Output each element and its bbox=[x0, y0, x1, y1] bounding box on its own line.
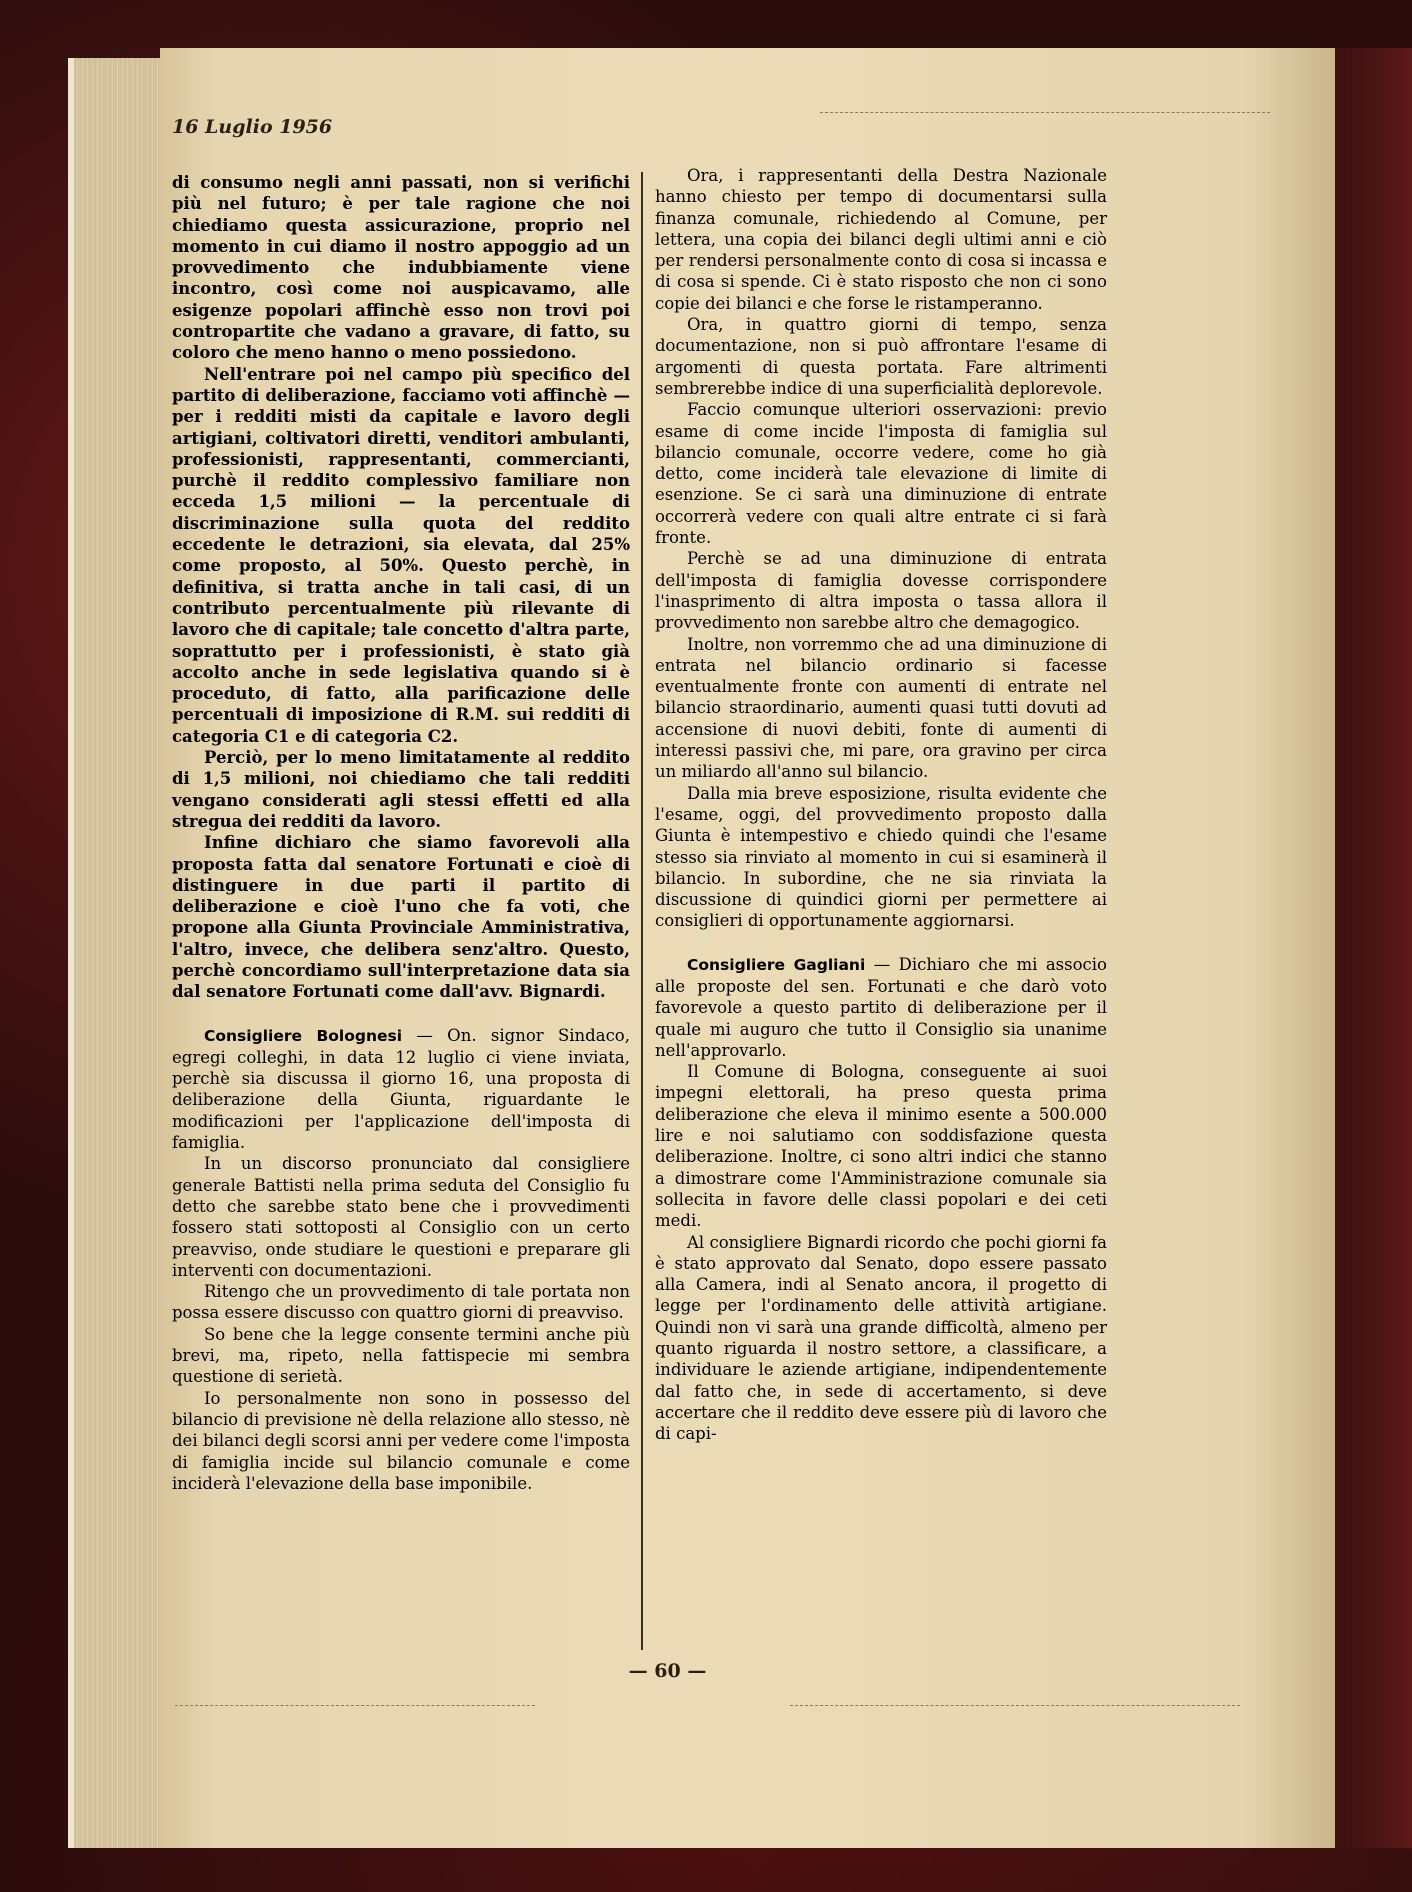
page-header-date: 16 Luglio 1956 bbox=[172, 116, 333, 138]
paragraph: Perciò, per lo meno limitatamente al reddito di 1,5 milioni, noi chiediamo che tali redditi vengano considerati agli stessi effetti ed alla stregua dei redditi da lavoro. bbox=[172, 748, 630, 831]
footer-rule-left bbox=[175, 1705, 535, 1706]
header-rule bbox=[820, 112, 1270, 113]
paragraph: In un discorso pronunciato dal consigliere generale Battisti nella prima seduta del Consiglio fu detto che sarebbe stato bene che i provvedimenti fossero stati sottoposti al Consiglio con un certo preavviso, onde studiare le questioni e preparare gli interventi con documentazioni. bbox=[172, 1154, 630, 1280]
paragraph: Il Comune di Bologna, conseguente ai suoi impegni elettorali, ha preso questa prima deliberazione che eleva il minimo esente a 500.000 lire e noi salutiamo con soddisfazione questa deliberazione. Inoltre, ci sono altri indici che stanno a dimostrare come l'Amministrazione comunale sia sollecita in favore delle classi popolari e dei ceti medi. bbox=[655, 1062, 1107, 1231]
column-divider bbox=[641, 172, 643, 1650]
speech-text: — Dichiaro che mi associo alle proposte del sen. Fortunati e che darò voto favorevole a questo partito di deliberazione per il quale mi auguro che tutto il Consiglio sia unanime nell'approvarlo. bbox=[655, 954, 1107, 1060]
paragraph: Ora, in quattro giorni di tempo, senza documentazione, non si può affrontare l'esame di argomenti di questa portata. Fare altrimenti sembrerebbe indice di una superficialità deplorevole. bbox=[655, 315, 1107, 398]
footer-rule-right bbox=[790, 1705, 1240, 1706]
speech-text: — On. signor Sindaco, egregi colleghi, in data 12 luglio ci viene inviata, perchè sia discussa il giorno 16, una proposta di deliberazione della Giunta, riguardante le modificazioni per l'applicazione dell'imposta di famiglia. bbox=[172, 1025, 630, 1153]
paragraph: So bene che la legge consente termini anche più brevi, ma, ripeto, nella fattispecie mi sembra questione di serietà. bbox=[172, 1324, 630, 1387]
page-number: — 60 — bbox=[628, 1660, 707, 1682]
speaker-paragraph bbox=[655, 954, 1107, 1061]
paragraph: Ora, i rappresentanti della Destra Nazionale hanno chiesto per tempo di documentarsi sulla finanza comunale, richiedendo al Comune, per lettera, una copia dei bilanci degli ultimi anni e ciò per rendersi personalmente conto di cosa si incassa e di cosa si spende. Ci è stato risposto che non ci sono copie dei bilanci e che forse le ristamperanno. bbox=[655, 166, 1107, 313]
paragraph: Al consigliere Bignardi ricordo che pochi giorni fa è stato approvato dal Senato, dopo essere passato alla Camera, indi al Senato ancora, il progetto di legge per l'ordinamento delle attività artigiane. Quindi non vi sarà una grande difficoltà, almeno per quanto riguarda il nostro settore, a classificare, a individuare le aziende artigiane, indipendentemente dal fatto che, in sede di accertamento, si deve accertare che il reddito deve essere più di lavoro che di capi- bbox=[655, 1232, 1107, 1444]
right-column bbox=[655, 165, 1107, 1445]
bold-section bbox=[172, 172, 630, 1003]
paragraph: Dalla mia breve esposizione, risulta evidente che l'esame, oggi, del provvedimento proposto dalla Giunta è intempestivo e chiedo quindi che l'esame stesso sia rinviato al momento in cui si esaminerà il bilancio. In subordine, che ne sia rinviata la discussione di quindici giorni per permettere ai consiglieri di opportunamente aggiornarsi. bbox=[655, 783, 1107, 931]
left-column bbox=[172, 172, 630, 1494]
paragraph: di consumo negli anni passati, non si verifichi più nel futuro; è per tale ragione che noi chiediamo questa assicurazione, proprio nel momento in cui diamo il nostro appoggio ad un provvedimento che indubbiamente viene incontro, così come noi auspicavamo, alle esigenze popolari affinchè esso non trovi poi contropartite che vadano a gravare, di fatto, su coloro che meno hanno o meno possiedono. bbox=[172, 173, 630, 363]
speaker-name: Consigliere Gagliani bbox=[687, 955, 866, 974]
speaker-name: Consigliere Bolognesi bbox=[204, 1026, 403, 1045]
speaker-paragraph bbox=[172, 1025, 630, 1154]
book-gutter bbox=[1335, 48, 1412, 1848]
paragraph: Io personalmente non sono in possesso del bilancio di previsione nè della relazione allo stesso, nè dei bilanci degli scorsi anni per vedere come l'imposta di famiglia incide sul bilancio comunale e come inciderà l'elevazione della base imponibile. bbox=[172, 1388, 630, 1493]
paragraph: Ritengo che un provvedimento di tale portata non possa essere discusso con quattro giorni di preavviso. bbox=[172, 1282, 630, 1323]
paragraph: Inoltre, non vorremmo che ad una diminuzione di entrata nel bilancio ordinario si facesse eventualmente fronte con aumenti di entrate nel bilancio straordinario, aumenti quasi tutti dovuti ad accensione di nuovi debiti, fonte di aumenti di interessi passivi che, mi pare, ora gravino per circa un miliardo all'anno sul bilancio. bbox=[655, 634, 1107, 782]
paragraph: Faccio comunque ulteriori osservazioni: previo esame di come incide l'imposta di famiglia sul bilancio comunale, occorre vedere, come ho già detto, come inciderà tale elevazione di limite di esenzione. Se ci sarà una diminuzione di entrate occorrerà vedere con quali altre entrate ci si farà fronte. bbox=[655, 400, 1107, 548]
paragraph: Infine dichiaro che siamo favorevoli alla proposta fatta dal senatore Fortunati e cioè di distinguere in due parti il partito di deliberazione e cioè l'uno che fa voti, che propone alla Giunta Provinciale Amministrativa, l'altro, invece, che delibera senz'altro. Questo, perchè concordiamo sull'interpretazione data sia dal senatore Fortunati come dall'avv. Bignardi. bbox=[172, 833, 630, 1002]
paragraph: Perchè se ad una diminuzione di entrata dell'imposta di famiglia dovesse corrispondere l'inasprimento di altra imposta o tassa allora il provvedimento non sarebbe altro che demagogico. bbox=[655, 549, 1107, 633]
paragraph: Nell'entrare poi nel campo più specifico del partito di deliberazione, facciamo voti affinchè — per i redditi misti da capitale e lavoro degli artigiani, coltivatori diretti, venditori ambulanti, professionisti, rappresentanti, commercianti, purchè il reddito complessivo familiare non ecceda 1,5 milioni — la percentuale di discriminazione sulla quota del reddito eccedente le detrazioni, sia elevata, dal 25% come proposto, al 50%. Questo perchè, in definitiva, si tratta anche in tali casi, di un contributo percentualmente più rilevante di lavoro che di capitale; tale concetto d'altra parte, soprattutto per i professionisti, è stato già accolto anche in sede legislativa quando si è proceduto, di fatto, alla parificazione delle percentuali di imposizione di R.M. sui redditi di categoria C1 e di categoria C2. bbox=[172, 364, 630, 746]
